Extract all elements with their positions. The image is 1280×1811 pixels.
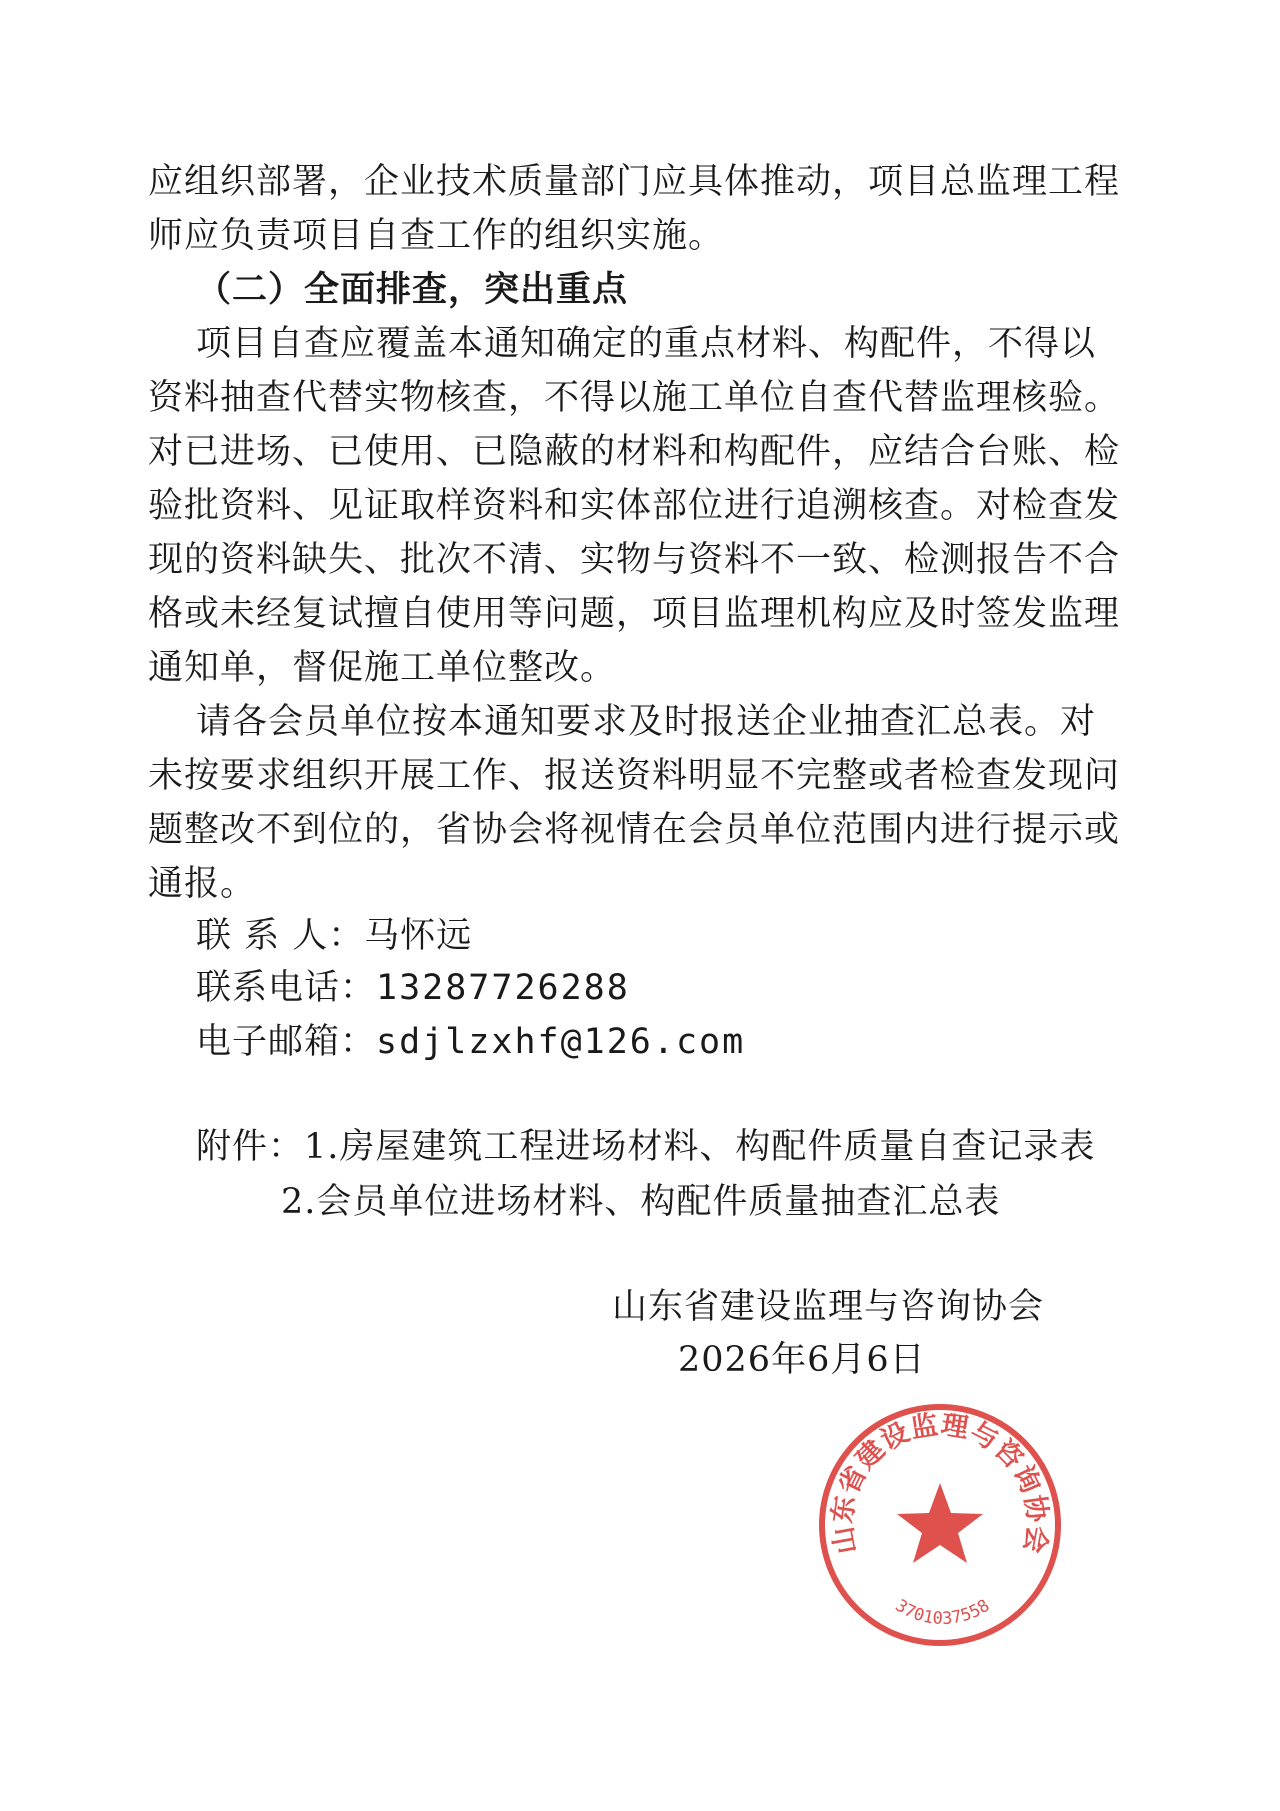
paragraph-line: 现的资料缺失、批次不清、实物与资料不一致、检测报告不合 [148, 540, 1121, 580]
contact-email-label: 电子邮箱： [196, 1022, 377, 1062]
svg-text:3701037558: 3701037558 [891, 1595, 994, 1630]
paragraph-line: 通报。 [148, 864, 257, 904]
paragraph-line: 验批资料、见证取样资料和实体部位进行追溯核查。对检查发 [148, 486, 1121, 526]
paragraph-line: 应组织部署，企业技术质量部门应具体推动，项目总监理工程 [148, 162, 1121, 202]
attachment-item: 1.房屋建筑工程进场材料、构配件质量自查记录表 [304, 1127, 1096, 1167]
issuing-organization: 山东省建设监理与咨询协会 [612, 1287, 1045, 1327]
paragraph-line: 项目自查应覆盖本通知确定的重点材料、构配件，不得以 [196, 324, 1097, 364]
official-seal-stamp [810, 1395, 1070, 1655]
paragraph-line: 题整改不到位的，省协会将视情在会员单位范围内进行提示或 [148, 810, 1121, 850]
contact-email-row [196, 1020, 745, 1064]
paragraph-line: 格或未经复试擅自使用等问题，项目监理机构应及时签发监理 [148, 594, 1121, 634]
contact-person-label: 联 系 人： [196, 916, 365, 956]
paragraph-line: 对已进场、已使用、已隐蔽的材料和构配件，应结合台账、检 [148, 432, 1121, 472]
attachment-item: 2.会员单位进场材料、构配件质量抽查汇总表 [281, 1182, 1001, 1222]
contact-phone-label: 联系电话： [196, 968, 377, 1008]
issue-date: 2026年6月6日 [678, 1340, 926, 1380]
attachments-row-1 [196, 1125, 1095, 1169]
attachments-label: 附件： [196, 1127, 305, 1167]
section-heading: （二）全面排查，突出重点 [196, 270, 629, 310]
paragraph-line: 师应负责项目自查工作的组织实施。 [148, 216, 725, 256]
paragraph-line: 请各会员单位按本通知要求及时报送企业抽查汇总表。对 [196, 702, 1097, 742]
paragraph-line: 未按要求组织开展工作、报送资料明显不完整或者检查发现问 [148, 756, 1121, 796]
contact-phone-row [196, 966, 630, 1010]
paragraph-line: 通知单，督促施工单位整改。 [148, 648, 617, 688]
contact-phone-number: 13287726288 [376, 968, 630, 1008]
paragraph-line: 资料抽查代替实物核查，不得以施工单位自查代替监理核验。 [148, 378, 1121, 418]
contact-person-row [196, 914, 472, 958]
svg-text:山东省建设监理与咨询协会: 山东省建设监理与咨询协会 [827, 1409, 1053, 1557]
contact-person-name: 马怀远 [364, 916, 473, 956]
contact-email-address: sdjlzxhf@126.com [376, 1022, 746, 1062]
